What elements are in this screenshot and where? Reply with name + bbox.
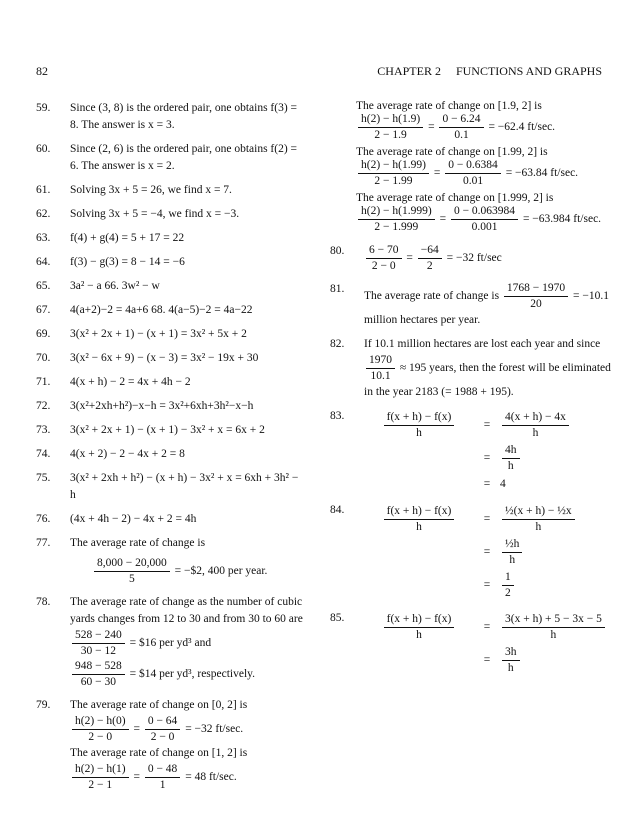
fraction: $\frac{8,000 - 20,000}{5}$ <box>94 556 170 587</box>
problem-84: 84. $\frac{f(x + h) - f(x)}{h}$ = $\frac{\text{½(x + h) − ½x}}{h}$ = $\frac{\text{½h}}{h}$ = $\frac{1}{2}$ <box>330 502 620 603</box>
problem-text: The average rate of change is <box>364 290 500 303</box>
rate-block: The average rate of change on [1.999, 2] is $\frac{h(2) - h(1.999)}{2 - 1.999}$ = $\frac{0 - 0.063984}{0.001}$ = −63.984 ft/sec. <box>356 192 620 235</box>
fraction: $\frac{0 - 64}{2 - 0}$ <box>145 714 181 745</box>
fraction: $\frac{0 - 0.6384}{0.01}$ <box>445 158 501 189</box>
problem-text: 3(x² + 2x + 1) − (x + 1) = 3x² + 5x + 2 <box>70 328 247 340</box>
problem-row <box>36 302 306 319</box>
problem-row <box>36 350 306 367</box>
rate-block: The average rate of change on [1.9, 2] is $\frac{h(2) - h(1.9)}{2 - 1.9}$ = $\frac{0 - 6.24}{0.1}$ = −62.4 ft/sec. <box>356 100 620 143</box>
problem-number: 70. <box>36 352 51 364</box>
problem-80: 80. $\frac{6 - 70}{2 - 0}$ = $\frac{-64}{2}$ = −32 ft/sec <box>330 244 502 272</box>
fraction: $\frac{1768 - 1970}{20}$ <box>504 281 568 312</box>
problem-text: f(3) − g(3) = 8 − 14 = −6 <box>70 256 185 268</box>
problem-row <box>36 326 306 343</box>
fraction: $\frac{\text{½h}}{h}$ <box>502 537 522 568</box>
fraction: $\frac{-64}{2}$ <box>418 243 442 274</box>
problem-number: 82. <box>330 338 345 350</box>
problem-row <box>36 254 306 271</box>
problem-text: Since (3, 8) is the ordered pair, one obtains f(3) = 8. The answer is x = 3. <box>70 102 298 131</box>
problem-row <box>36 141 306 175</box>
problem-row <box>36 374 306 391</box>
fraction: $\frac{f(x + h) - f(x)}{h}$ <box>384 410 455 441</box>
problem-text: 3(x² − 6x + 9) − (x − 3) = 3x² − 19x + 30 <box>70 352 259 364</box>
problem-number: 64. <box>36 256 51 268</box>
fraction: $\frac{h(2) - h(1.99)}{2 - 1.99}$ <box>358 158 429 189</box>
fraction: $\frac{1970}{10.1}$ <box>366 353 395 384</box>
page-number: 82 <box>36 64 48 78</box>
problem-number: 81. <box>330 283 345 295</box>
problem-row <box>36 182 306 199</box>
fraction: $\frac{f(x + h) - f(x)}{h}$ <box>384 504 455 535</box>
problem-text: Solving 3x + 5 = −4, we find x = −3. <box>70 208 240 220</box>
problem-text: The average rate of change on [1, 2] is <box>70 747 248 759</box>
result: = −10.1 million hectares per year. <box>364 290 610 326</box>
problem-text: The average rate of change on [1.999, 2] is <box>356 192 554 204</box>
rate-block: The average rate of change on [1.99, 2] is $\frac{h(2) - h(1.99)}{2 - 1.99}$ = $\frac{0 - 0.6384}{0.01}$ = −63.84 ft/sec. <box>356 146 620 189</box>
problem-79: 79. The average rate of change on [0, 2] is $\frac{h(2) - h(0)}{2 - 0}$ = $\frac{0 - 64}{2 - 0}$ = −32 ft/sec. The average rate of change on [1, 2] is $\frac{h(2) - h(1)}{2 - 1}$ = $\frac{0 - 48}{1}$ = 48 ft/sec. <box>36 697 306 793</box>
problem-row <box>36 230 306 247</box>
left-column <box>36 100 306 800</box>
fraction: $\frac{0 - 0.063984}{0.001}$ <box>451 204 518 235</box>
fraction: $\frac{f(x + h) - f(x)}{h}$ <box>384 612 455 643</box>
fraction: $\frac{3h}{h}$ <box>502 645 520 676</box>
result: = −63.84 ft/sec. <box>505 167 579 180</box>
fraction: $\frac{528 - 240}{30 - 12}$ <box>72 628 125 659</box>
problem-81 <box>330 281 620 329</box>
result: = $14 per yd³, respectively. <box>129 668 256 681</box>
problem-77 <box>36 535 306 587</box>
fraction: $\frac{0 - 48}{1}$ <box>145 762 181 793</box>
problem-number: 76. <box>36 513 51 525</box>
problem-number: 65. <box>36 280 51 292</box>
problem-number: 69. <box>36 328 51 340</box>
problem-number: 78. <box>36 596 51 608</box>
problem-text: 4(x + 2) − 2 − 4x + 2 = 8 <box>70 448 185 460</box>
problem-text: Since (2, 6) is the ordered pair, one obtains f(2) = 6. The answer is x = 2. <box>70 143 298 172</box>
right-column <box>330 100 620 685</box>
result: 48 ft/sec. <box>194 771 237 784</box>
problem-text: The average rate of change on [1.99, 2] is <box>356 146 548 158</box>
problem-text: f(4) + g(4) = 5 + 17 = 22 <box>70 232 185 244</box>
problem-number: 71. <box>36 376 51 388</box>
problem-text: ≈ 195 years, then the forest will be eliminated in the year 2183 (= 1988 + 195). <box>364 362 611 398</box>
problem-number: 74. <box>36 448 51 460</box>
fraction: $\frac{0 - 6.24}{0.1}$ <box>439 112 483 143</box>
fraction: $\frac{h(2) - h(1.9)}{2 - 1.9}$ <box>358 112 423 143</box>
fraction: $\frac{948 - 528}{60 - 30}$ <box>72 659 125 690</box>
problem-text: 4(x + h) − 2 = 4x + 4h − 2 <box>70 376 191 388</box>
problem-text: 3(x² + 2xh + h²) − (x + h) − 3x² + x = 6xh + 3h² − h <box>70 472 299 501</box>
fraction: $\frac{1}{2}$ <box>502 570 514 601</box>
problem-number: 75. <box>36 472 51 484</box>
problem-number: 61. <box>36 184 51 196</box>
problem-number: 80. <box>330 245 345 257</box>
fraction: $\frac{h(2) - h(0)}{2 - 0}$ <box>72 714 129 745</box>
problem-number: 60. <box>36 143 51 155</box>
fraction: $\frac{h(2) - h(1.999)}{2 - 1.999}$ <box>358 204 435 235</box>
problem-row <box>36 278 306 295</box>
problem-text: 3(x² + 2x + 1) − (x + 1) − 3x² + x = 6x + 2 <box>70 424 265 436</box>
problem-number: 85. <box>330 612 345 624</box>
problem-row <box>36 206 306 223</box>
problem-row <box>36 422 306 439</box>
problem-number: 62. <box>36 208 51 220</box>
problem-row <box>36 100 306 134</box>
problem-number: 79. <box>36 699 51 711</box>
chapter-heading: CHAPTER 2 FUNCTIONS AND GRAPHS <box>377 64 602 78</box>
problem-text: (4x + 4h − 2) − 4x + 2 = 4h <box>70 513 197 525</box>
problem-text: The average rate of change on [0, 2] is <box>70 699 248 711</box>
problem-text: The average rate of change on [1.9, 2] is <box>356 100 542 112</box>
problem-78 <box>36 594 306 690</box>
problem-number: 72. <box>36 400 51 412</box>
fraction: $\frac{6 - 70}{2 - 0}$ <box>366 243 402 274</box>
problem-text: Solving 3x + 5 = 26, we find x = 7. <box>70 184 232 196</box>
problem-number: 59. <box>36 102 51 114</box>
problem-text: 4(a+2)−2 = 4a+6 68. 4(a−5)−2 = 4a−22 <box>70 304 253 316</box>
problem-text: The average rate of change is <box>70 537 206 549</box>
result: = −32 ft/sec. <box>185 723 244 736</box>
result: = −62.4 ft/sec. <box>488 121 556 134</box>
result: 4 <box>500 478 506 490</box>
problem-text: 3a² − a 66. 3w² − w <box>70 280 160 292</box>
fraction: $\frac{h(2) - h(1)}{2 - 1}$ <box>72 762 129 793</box>
problem-number: 77. <box>36 537 51 549</box>
result: = −$2, 400 per year. <box>174 565 268 578</box>
problem-text: The average rate of change as the number of cubic yards changes from 12 to 30 and from 30 to 60 are <box>70 596 303 625</box>
problem-number: 83. <box>330 410 345 422</box>
problem-row <box>36 446 306 463</box>
problem-85: 85. $\frac{f(x + h) - f(x)}{h}$ = $\frac{3(x + h) + 5 - 3x - 5}{h}$ = $\frac{3h}{h}$ <box>330 610 620 678</box>
problem-row <box>36 511 306 528</box>
left-problem-list <box>36 100 306 528</box>
result: = −32 ft/sec <box>446 252 502 265</box>
fraction: $\frac{3(x + h) + 5 - 3x - 5}{h}$ <box>502 612 605 643</box>
problem-text: If 10.1 million hectares are lost each year and since <box>364 338 601 350</box>
problem-82 <box>330 336 620 401</box>
problem-number: 63. <box>36 232 51 244</box>
fraction: $\frac{4(x + h) - 4x}{h}$ <box>502 410 569 441</box>
result: = −63.984 ft/sec. <box>522 213 602 226</box>
fraction: $\frac{\text{½(x + h) − ½x}}{h}$ <box>502 504 575 535</box>
result: = $16 per yd³ and <box>129 637 212 650</box>
problem-row <box>36 398 306 415</box>
problem-row <box>36 470 306 504</box>
problem-number: 67. <box>36 304 51 316</box>
problem-79-continued <box>356 100 620 235</box>
fraction: $\frac{4h}{h}$ <box>502 443 520 474</box>
problem-number: 73. <box>36 424 51 436</box>
problem-text: 3(x²+2xh+h²)−x−h = 3x²+6xh+3h²−x−h <box>70 400 254 412</box>
problem-number: 84. <box>330 504 345 516</box>
problem-83: 83. $\frac{f(x + h) - f(x)}{h}$ = $\frac{4(x + h) - 4x}{h}$ = $\frac{4h}{h}$ = 4 <box>330 408 620 495</box>
